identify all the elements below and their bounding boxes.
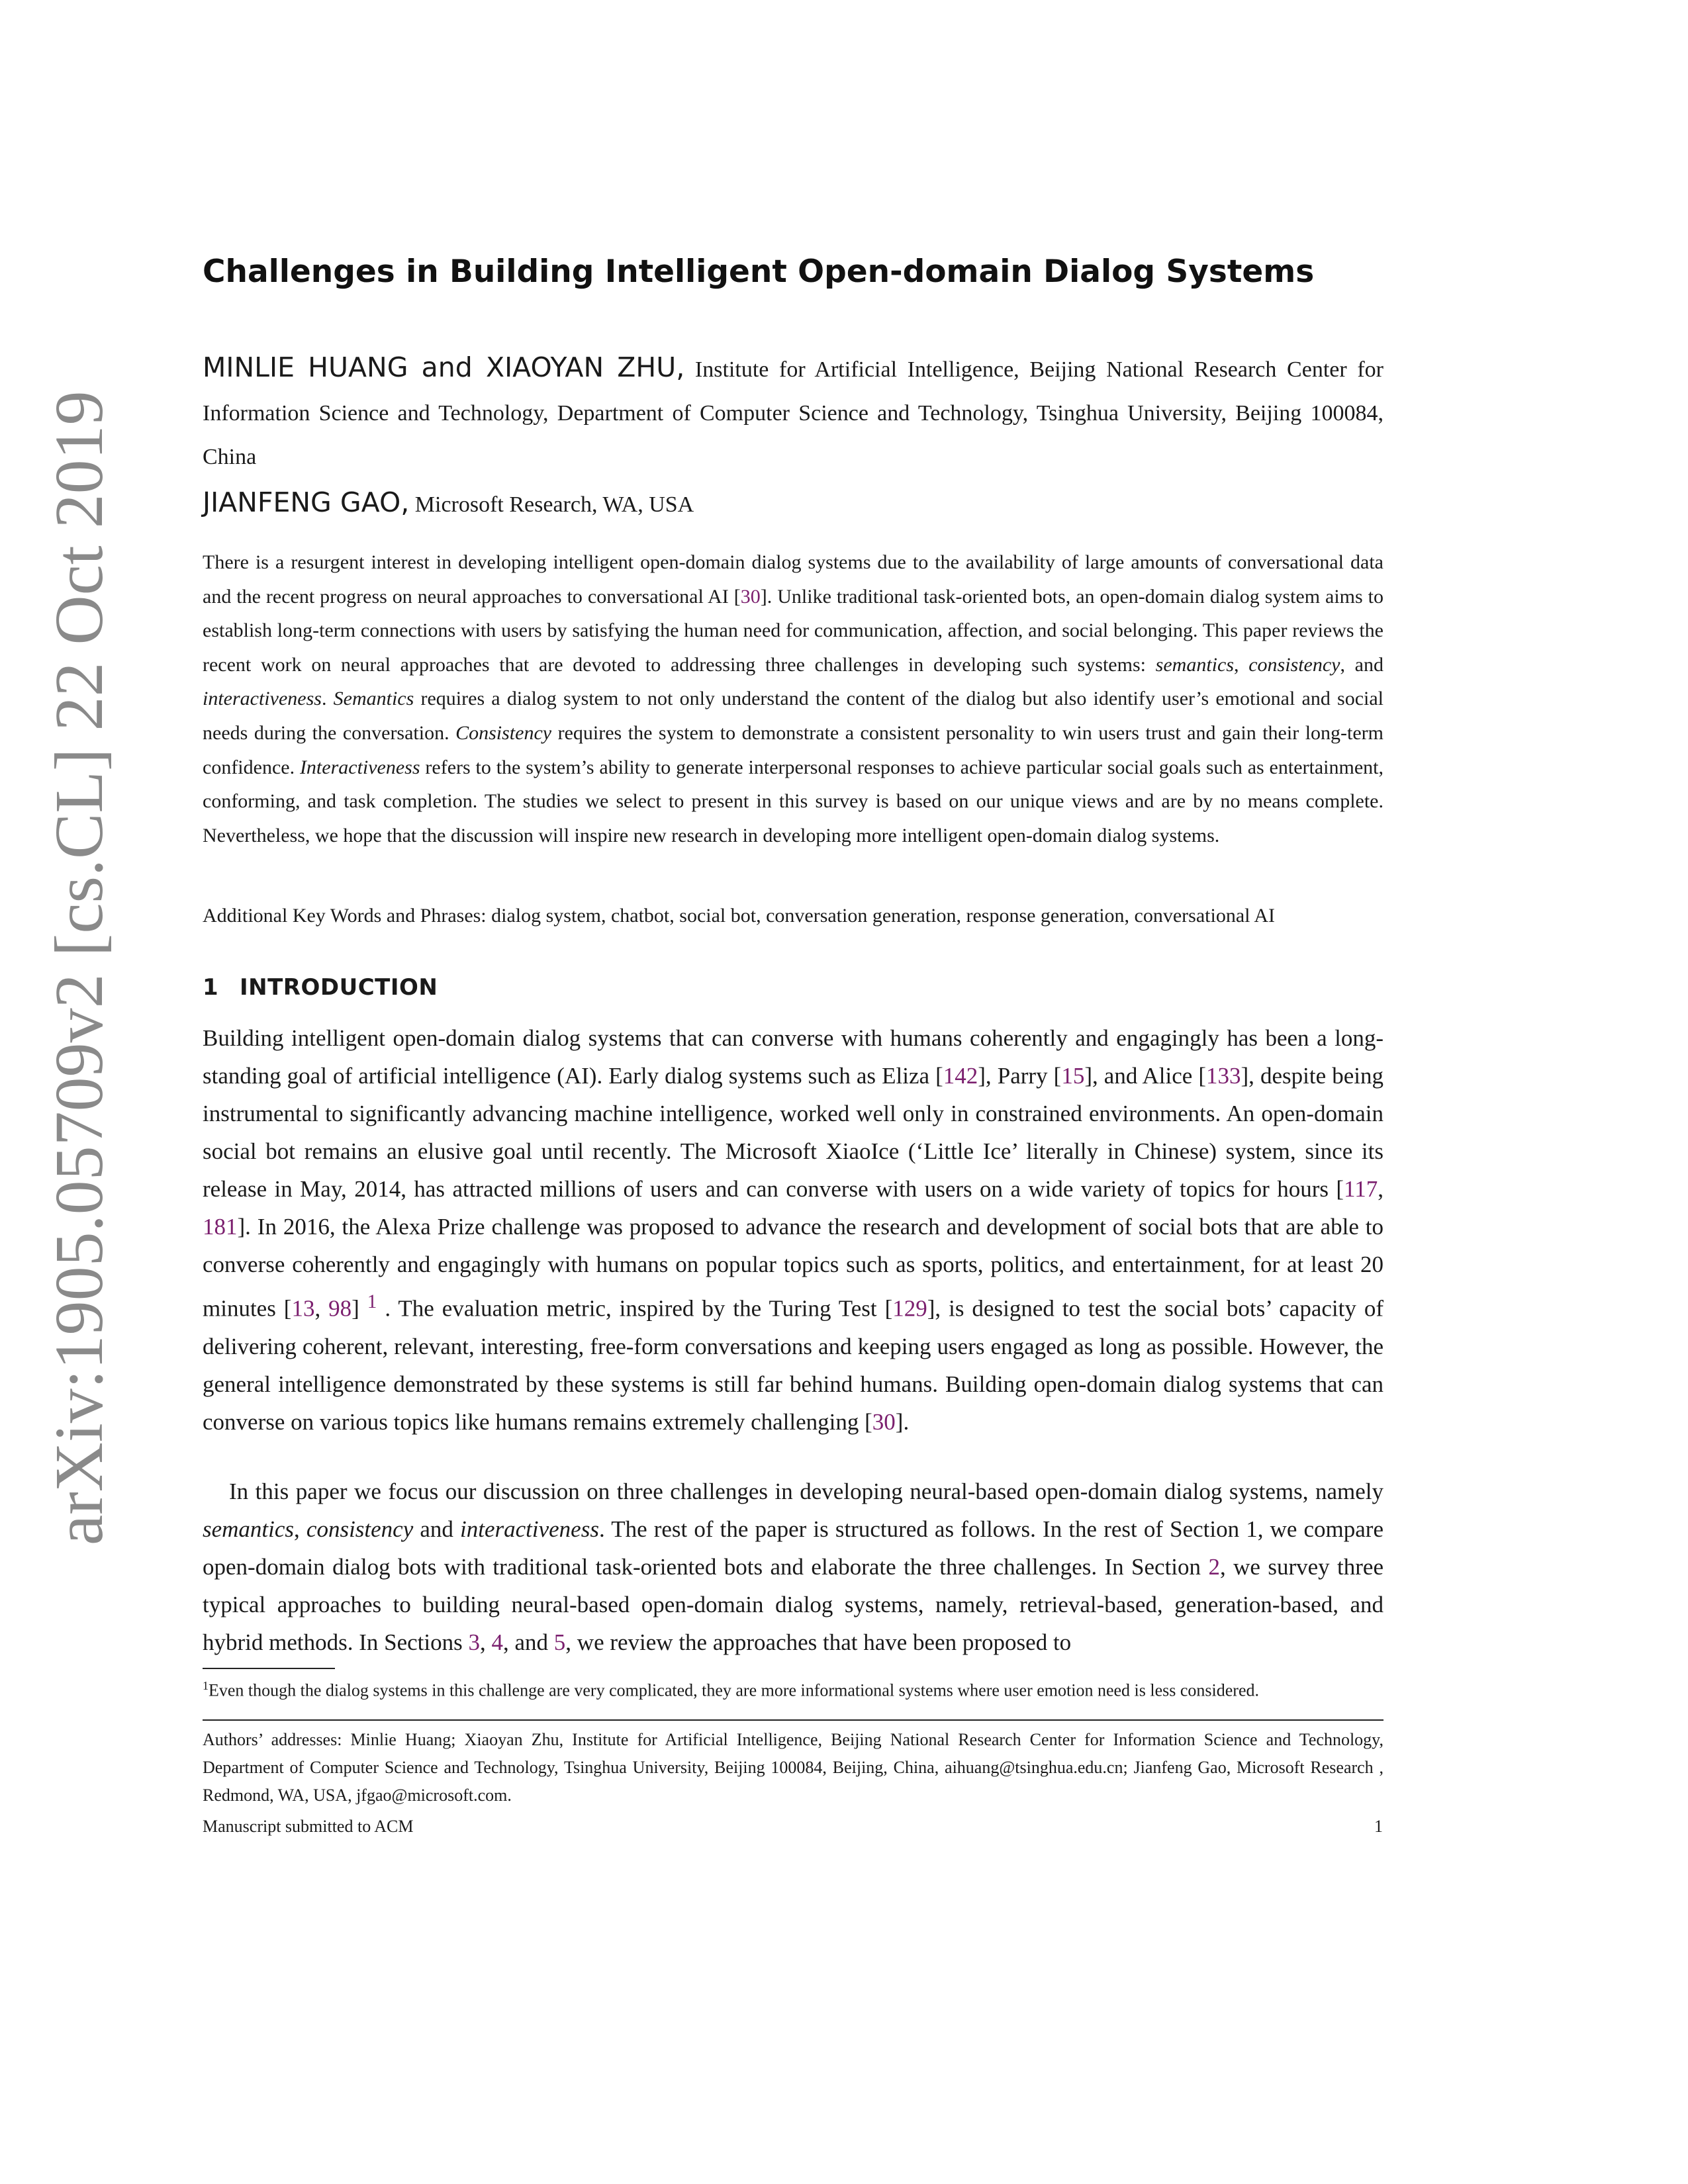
citation-link[interactable]: 117 <box>1344 1176 1378 1202</box>
citation-link[interactable]: 129 <box>892 1295 927 1322</box>
author-block-1 <box>203 345 1383 479</box>
authors-divider <box>203 1719 1383 1721</box>
author-names-2: JIANFENG GAO, <box>203 486 410 518</box>
section-reference-link[interactable]: 2 <box>1208 1554 1220 1580</box>
body-paragraph: In this paper we focus our discussion on three challenges in developing neural-based open-domain dialog systems, namely semantics, consistency and interactiveness. The rest of the paper is structured as follows. In the rest of Section 1, we compare open-domain dialog bots with traditional task-oriented bots and elaborate the three challenges. In Section 2, we survey three typical approaches to building neural-based open-domain dialog systems, namely, retrieval-based, generation-based, and hybrid methods. In Sections 3, 4, and 5, we review the approaches that have been proposed to <box>203 1479 1384 1655</box>
citation-link[interactable]: 15 <box>1061 1063 1085 1089</box>
footnote-marker-link[interactable]: 1 <box>367 1291 377 1312</box>
citation-link[interactable]: 30 <box>872 1408 896 1435</box>
authors-addresses: Authors’ addresses: Minlie Huang; Xiaoyan Zhu, Institute for Artificial Intelligence, Beijing National Research Center for Information Science and Technology, Department of Computer Science and Technology, Tsinghua University, Beijing 100084, Beijing, China, aihuang@tsinghua.edu.cn; Jianfeng Gao, Microsoft Research , Redmond, WA, USA, jfgao@microsoft.com. <box>203 1730 1383 1805</box>
footnote <box>203 1679 1383 1701</box>
section-heading <box>203 974 438 1001</box>
citation-link[interactable]: 142 <box>943 1063 978 1089</box>
author-affiliation-2: Microsoft Research, WA, USA <box>414 492 694 517</box>
footnote-text: Even though the dialog systems in this challenge are very complicated, they are more informational systems where user emotion need is less considered. <box>209 1680 1259 1700</box>
citation-link[interactable]: 98 <box>328 1295 352 1322</box>
citation-link[interactable]: 133 <box>1206 1063 1241 1089</box>
section-reference-link[interactable]: 4 <box>491 1629 503 1655</box>
section-reference-link[interactable]: 3 <box>468 1629 480 1655</box>
abstract: There is a resurgent interest in developing intelligent open-domain dialog systems due to the availability of large amounts of conversational data and the recent progress on neural approaches to conversational AI [30]. Unlike traditional task-oriented bots, an open-domain dialog system aims to establish long-term connections with users by satisfying the human need for communication, affection, and social belonging. This paper reviews the recent work on neural approaches that are devoted to addressing three challenges in developing such systems: semantics, consistency, and interactiveness. Semantics requires a dialog system to not only understand the content of the dialog but also identify user’s emotional and social needs during the conversation. Consistency requires the system to demonstrate a consistent personality to win users trust and gain their long-term confidence. Interactiveness refers to the system’s ability to generate interpersonal responses to achieve particular social goals such as entertainment, conforming, and task completion. The studies we select to present in this survey is based on our unique views and are by no means complete. Nevertheless, we hope that the discussion will inspire new research in developing more intelligent open-domain dialog systems. <box>203 551 1384 846</box>
author-affiliation-1: Institute for Artificial Intelligence, Beijing National Research Center for Information Science and Technology, Department of Computer Science and Technology, Tsinghua University, Beijing 100084, China <box>203 357 1383 469</box>
footnote-divider <box>203 1668 335 1669</box>
section-number: 1 <box>203 974 219 1001</box>
author-block-2 <box>203 480 1383 527</box>
arxiv-identifier-stamp: arXiv:1905.05709v2 [cs.CL] 22 Oct 2019 <box>41 390 117 1545</box>
paper-title: Challenges in Building Intelligent Open-domain Dialog Systems <box>203 253 1315 290</box>
citation-link[interactable]: 30 <box>740 585 761 608</box>
section-title: INTRODUCTION <box>240 974 438 1001</box>
page-number: 1 <box>1374 1817 1383 1836</box>
keywords: Additional Key Words and Phrases: dialog system, chatbot, social bot, conversation generation, response generation, conversational AI <box>203 905 1275 927</box>
manuscript-note: Manuscript submitted to ACM <box>203 1817 414 1836</box>
footnote-marker: 1 <box>203 1679 209 1692</box>
citation-link[interactable]: 181 <box>203 1214 238 1240</box>
section-reference-link[interactable]: 5 <box>553 1629 566 1655</box>
body-paragraph: Building intelligent open-domain dialog systems that can converse with humans coherently and engagingly has been a long-standing goal of artificial intelligence (AI). Early dialog systems such as Eliza [142], Parry [15], and Alice [133], despite being instrumental to significantly advancing machine intelligence, worked well only in constrained environments. An open-domain social bot remains an elusive goal until recently. The Microsoft XiaoIce (‘Little Ice’ literally in Chinese) system, since its release in May, 2014, has attracted millions of users and can converse with users on a wide variety of topics for hours [117, 181]. In 2016, the Alexa Prize challenge was proposed to advance the research and development of social bots that are able to converse coherently and engagingly with humans on popular topics such as sports, politics, and entertainment, for at least 20 minutes [13, 98] $^1$ . The evaluation metric, inspired by the Turing Test [129], is designed to test the social bots’ capacity of delivering coherent, relevant, interesting, free-form conversations and keeping users engaged as long as possible. However, the general intelligence demonstrated by these systems is still far behind humans. Building open-domain dialog systems that can converse on various topics like humans remains extremely challenging [30]. <box>203 1025 1383 1435</box>
author-names-1: MINLIE HUANG and XIAOYAN ZHU, <box>203 351 685 383</box>
citation-link[interactable]: 13 <box>291 1295 315 1322</box>
